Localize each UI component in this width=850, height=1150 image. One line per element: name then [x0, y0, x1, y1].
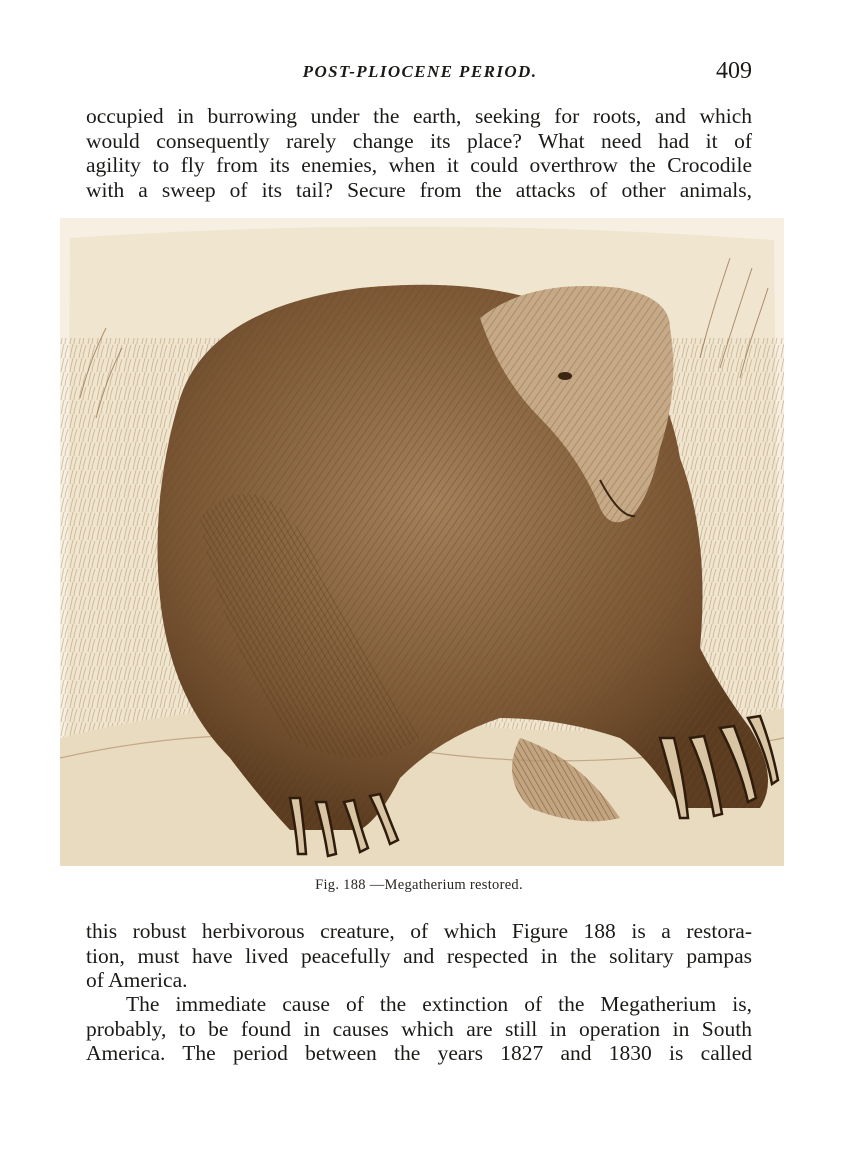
text-line: of America.: [86, 968, 188, 993]
running-head: [88, 58, 752, 88]
figure-caption: Fig. 188 —Megatherium restored.: [315, 877, 523, 893]
megatherium-engraving: [60, 218, 784, 866]
running-title: POST-PLIOCENE PERIOD.: [302, 62, 538, 81]
text-line: America. The period between the years 1827 and 1830 is called: [86, 1041, 752, 1066]
text-line: with a sweep of its tail? Secure from the attacks of other animals,: [86, 177, 752, 202]
text-line: The immediate cause of the extinction of the Megatherium is,: [126, 992, 752, 1016]
text-line: occupied in burrowing under the earth, seeking for roots, and which: [86, 104, 752, 128]
text-line: would consequently rarely change its place? What need had it of: [86, 128, 752, 153]
text-line: probably, to be found in causes which are still in operation in South: [86, 1016, 752, 1041]
text-line: this robust herbivorous creature, of which Figure 188 is a restora-: [86, 919, 752, 943]
text-line: tion, must have lived peacefully and respected in the solitary pampas: [86, 943, 752, 968]
paragraph-extinction: [86, 992, 752, 1066]
page-number: 409: [716, 58, 752, 84]
paragraph-continued: [86, 104, 752, 202]
text-line: agility to fly from its enemies, when it could overthrow the Crocodile: [86, 153, 752, 178]
megatherium-eye: [558, 372, 572, 380]
megatherium-illustration-svg: [60, 218, 784, 866]
paragraph-after-figure: [86, 919, 752, 993]
